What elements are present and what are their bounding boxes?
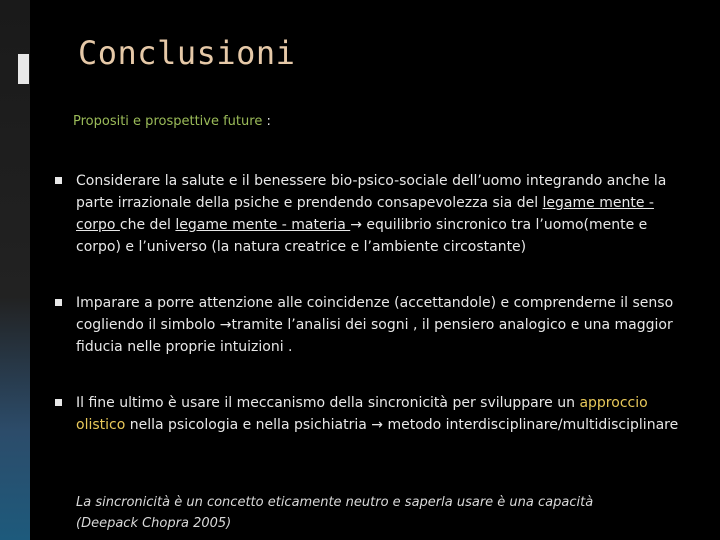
bullet-1-part: che del <box>119 217 176 233</box>
subtitle-colon: : <box>262 114 271 129</box>
bullet-text-1 <box>76 170 695 258</box>
arrow-right-icon: → <box>371 417 383 433</box>
bullet-2-part: Imparare a porre attenzione alle coincidenze (accettandole) e comprenderne il senso cogliendo il simbolo <box>76 295 674 333</box>
bullet-3-part: nella psicologia e nella psichiatria <box>125 417 372 433</box>
bullet-3-highlight-approccio-olistico: approccio olistico <box>76 395 648 433</box>
bullet-3-part: metodo interdisciplinare/multidisciplinare <box>383 417 679 433</box>
bullet-square-icon <box>55 177 62 184</box>
bullet-text-3 <box>76 392 695 436</box>
subtitle-text: Propositi e prospettive future <box>73 114 263 129</box>
bullet-2-part: tramite l’analisi dei sogni , il pensiero analogico e una maggior fiducia nelle proprie intuizioni . <box>76 317 673 355</box>
slide-subtitle <box>73 114 271 129</box>
closing-quote <box>76 492 696 534</box>
quote-text: La sincronicità è un concetto eticamente neutro e saperla usare è una capacità <box>76 495 594 510</box>
bullet-1-underlined-legame-mente-materia: legame mente - materia <box>175 217 351 233</box>
bullet-text-2 <box>76 292 695 358</box>
bullet-1-part: → equilibrio sincronico tra l’uomo(mente e corpo) e l’universo (la natura creatrice e l’ambiente circostante) <box>76 217 648 255</box>
bullet-square-icon <box>55 299 62 306</box>
arrow-right-icon: → <box>219 317 232 333</box>
bullet-square-icon <box>55 399 62 406</box>
quote-attribution: (Deepack Chopra 2005) <box>76 516 232 531</box>
bullet-1-part: Considerare la salute e il benessere bio-psico-sociale dell’uomo integrando anche la parte irrazionale della psiche e prendendo consapevolezza sia del <box>76 173 667 211</box>
bullet-3-part: Il fine ultimo è usare il meccanismo della sincronicità per sviluppare un <box>76 395 580 411</box>
bullet-item-3 <box>55 392 695 436</box>
bullet-item-2 <box>55 292 695 358</box>
bullet-item-1 <box>55 170 695 258</box>
title-accent-bar <box>18 54 29 84</box>
slide-title: Conclusioni <box>78 34 296 72</box>
bullet-1-underlined-legame-mente-corpo: legame mente - corpo <box>76 195 654 233</box>
